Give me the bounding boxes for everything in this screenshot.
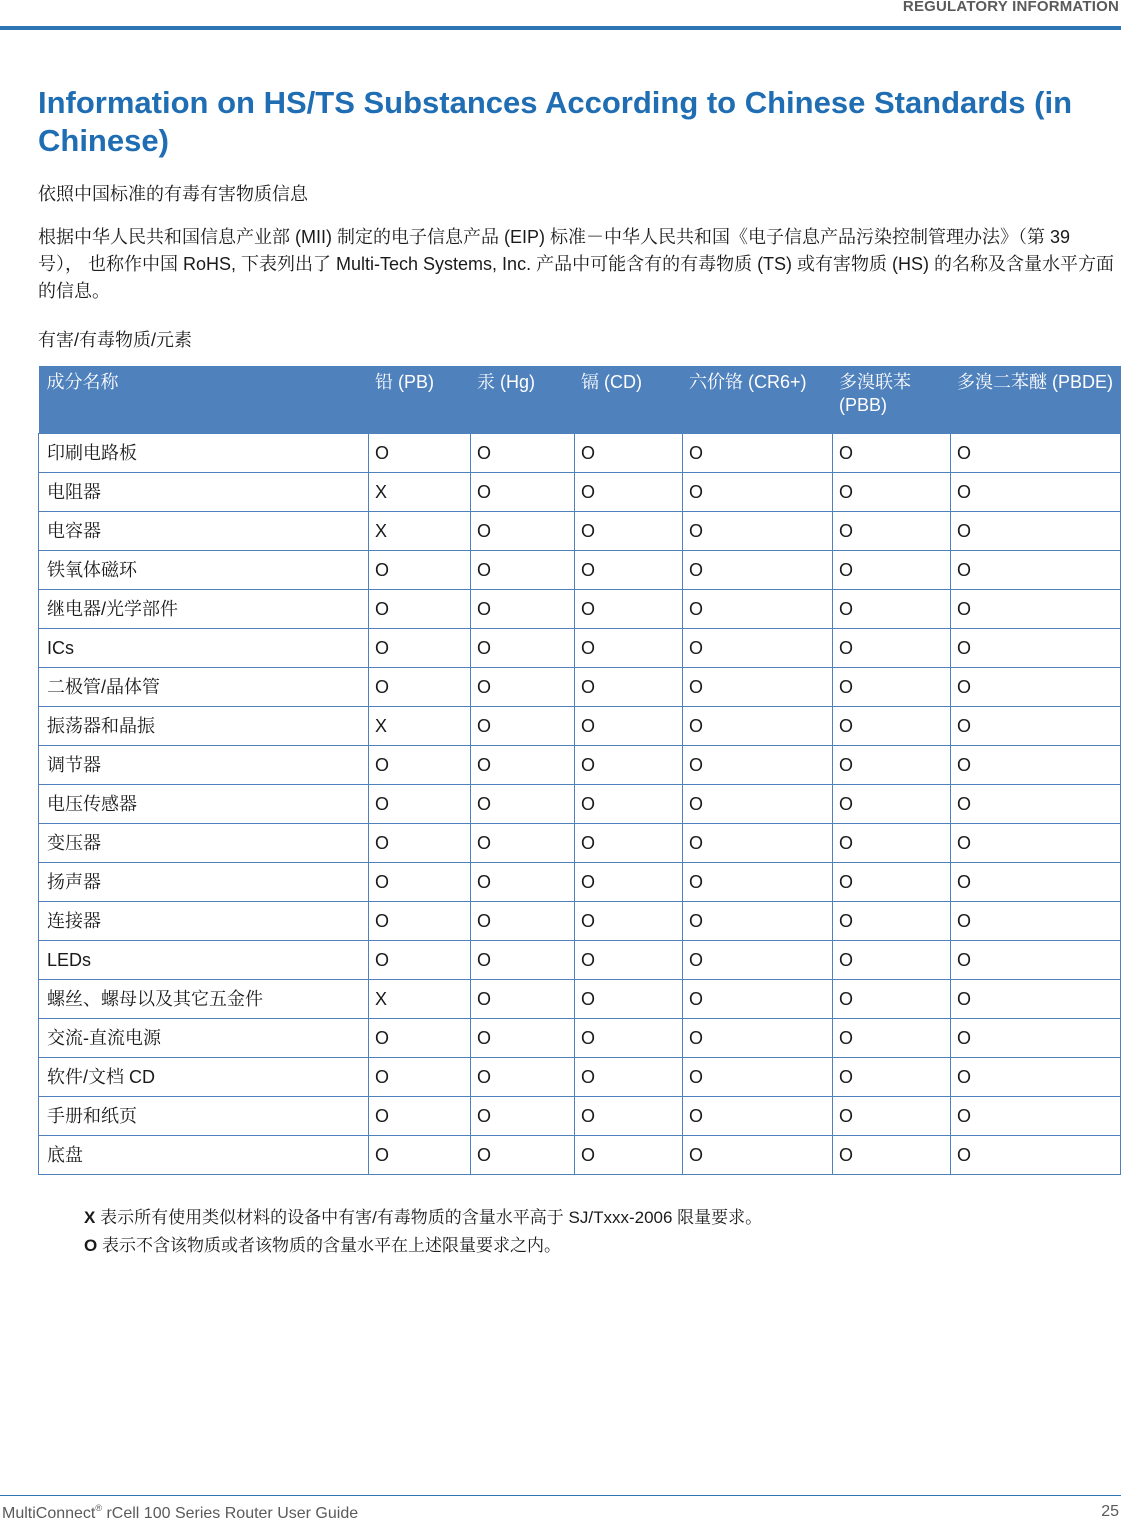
table-header-row	[39, 366, 1121, 434]
substance-mark-cell: O	[471, 473, 575, 512]
substance-mark-cell: O	[369, 746, 471, 785]
substance-mark-cell: O	[951, 1136, 1121, 1175]
table-row	[39, 668, 1121, 707]
substance-mark-cell: O	[575, 551, 683, 590]
table-row	[39, 824, 1121, 863]
substance-mark-cell: O	[951, 941, 1121, 980]
substance-mark-cell: O	[471, 785, 575, 824]
substance-mark-cell: O	[833, 473, 951, 512]
substance-mark-cell: O	[471, 551, 575, 590]
substance-mark-cell: O	[833, 1019, 951, 1058]
substance-mark-cell: O	[833, 434, 951, 473]
table-row	[39, 629, 1121, 668]
header-mercury: 汞 (Hg)	[471, 366, 575, 434]
component-name-cell: 继电器/光学部件	[39, 590, 369, 629]
intro-paragraph: 根据中华人民共和国信息产业部 (MII) 制定的电子信息产品 (EIP) 标准－中华人民共和国《电子信息产品污染控制管理办法》（第 39 号）， 也称作中国 RoHS, 下表列出了 Multi-Tech Systems, Inc. 产品中可能含有的有毒物质 (TS) 或有害物质 (HS) 的名称及含量水平方面的信息。	[38, 227, 1115, 301]
substance-mark-cell: O	[575, 785, 683, 824]
substance-mark-cell: O	[833, 1097, 951, 1136]
legend-x-text: 表示所有使用类似材料的设备中有害/有毒物质的含量水平高于 SJ/Txxx-2006 限量要求。	[100, 1208, 763, 1227]
table-row	[39, 434, 1121, 473]
substance-mark-cell: O	[369, 434, 471, 473]
component-name-cell: LEDs	[39, 941, 369, 980]
substance-mark-cell: O	[471, 590, 575, 629]
substance-mark-cell: O	[369, 629, 471, 668]
substance-mark-cell: O	[833, 980, 951, 1019]
component-name-cell: 电压传感器	[39, 785, 369, 824]
component-name-cell: 振荡器和晶振	[39, 707, 369, 746]
table-row	[39, 746, 1121, 785]
substance-mark-cell: O	[471, 902, 575, 941]
substance-mark-cell: O	[683, 824, 833, 863]
substance-mark-cell: O	[683, 1058, 833, 1097]
substance-mark-cell: X	[369, 707, 471, 746]
substance-mark-cell: O	[575, 863, 683, 902]
substance-mark-cell: X	[369, 512, 471, 551]
substance-mark-cell: O	[951, 551, 1121, 590]
substance-mark-cell: O	[369, 1058, 471, 1097]
substance-mark-cell: O	[683, 590, 833, 629]
header-divider	[0, 26, 1121, 30]
table-row	[39, 590, 1121, 629]
substance-mark-cell: O	[575, 941, 683, 980]
component-name-cell: 软件/文档 CD	[39, 1058, 369, 1097]
substance-mark-cell: O	[833, 941, 951, 980]
substance-mark-cell: O	[951, 434, 1121, 473]
substance-mark-cell: O	[683, 941, 833, 980]
substance-mark-cell: O	[471, 629, 575, 668]
substance-mark-cell: O	[951, 707, 1121, 746]
substance-mark-cell: O	[951, 902, 1121, 941]
substance-mark-cell: O	[575, 1058, 683, 1097]
substance-mark-cell: O	[683, 551, 833, 590]
table-row	[39, 1097, 1121, 1136]
table-body	[39, 434, 1121, 1175]
page-number: 25	[1101, 1503, 1119, 1520]
substance-mark-cell: O	[683, 512, 833, 551]
substance-mark-cell: O	[575, 512, 683, 551]
substance-mark-cell: O	[369, 590, 471, 629]
substance-mark-cell: O	[833, 629, 951, 668]
substance-mark-cell: O	[833, 551, 951, 590]
component-name-cell: 变压器	[39, 824, 369, 863]
section-heading: 有害/有毒物质/元素	[38, 330, 193, 350]
substance-mark-cell: O	[575, 707, 683, 746]
legend-notes	[84, 1204, 762, 1260]
substance-mark-cell: O	[951, 512, 1121, 551]
substances-table	[38, 366, 1121, 1175]
table-row	[39, 707, 1121, 746]
substance-mark-cell: O	[471, 1019, 575, 1058]
page-title: Information on HS/TS Substances According to Chinese Standards (in Chinese)	[38, 85, 1073, 158]
substance-mark-cell: O	[369, 902, 471, 941]
substance-mark-cell: O	[833, 1058, 951, 1097]
component-name-cell: 调节器	[39, 746, 369, 785]
substance-mark-cell: O	[471, 941, 575, 980]
legend-o	[84, 1232, 762, 1260]
substance-mark-cell: O	[369, 1097, 471, 1136]
substance-mark-cell: O	[471, 434, 575, 473]
substance-mark-cell: O	[575, 1097, 683, 1136]
substance-mark-cell: O	[683, 1019, 833, 1058]
substance-mark-cell: O	[575, 980, 683, 1019]
substance-mark-cell: O	[683, 707, 833, 746]
substance-mark-cell: O	[575, 668, 683, 707]
legend-o-symbol: O	[84, 1236, 98, 1255]
substance-mark-cell: O	[575, 590, 683, 629]
substance-mark-cell: O	[369, 863, 471, 902]
table-row	[39, 551, 1121, 590]
component-name-cell: 电容器	[39, 512, 369, 551]
substance-mark-cell: O	[471, 1058, 575, 1097]
component-name-cell: 扬声器	[39, 863, 369, 902]
header-component-name: 成分名称	[39, 366, 369, 434]
substance-mark-cell: O	[683, 668, 833, 707]
substance-mark-cell: O	[369, 824, 471, 863]
substance-mark-cell: O	[833, 902, 951, 941]
legend-x-symbol: X	[84, 1208, 96, 1227]
substance-mark-cell: O	[951, 1097, 1121, 1136]
substance-mark-cell: X	[369, 473, 471, 512]
table-row	[39, 1019, 1121, 1058]
substance-mark-cell: O	[575, 473, 683, 512]
substance-mark-cell: O	[471, 824, 575, 863]
legend-o-text: 表示不含该物质或者该物质的含量水平在上述限量要求之内。	[101, 1236, 561, 1255]
substance-mark-cell: O	[683, 902, 833, 941]
substance-mark-cell: O	[369, 785, 471, 824]
substance-mark-cell: O	[575, 629, 683, 668]
substance-mark-cell: O	[683, 1097, 833, 1136]
substance-mark-cell: O	[575, 824, 683, 863]
footer-guide-title	[2, 1503, 358, 1523]
table-row	[39, 941, 1121, 980]
table-row	[39, 512, 1121, 551]
substance-mark-cell: O	[369, 941, 471, 980]
substance-mark-cell: O	[471, 863, 575, 902]
substance-mark-cell: O	[683, 1136, 833, 1175]
substance-mark-cell: O	[951, 980, 1121, 1019]
substance-mark-cell: O	[575, 902, 683, 941]
component-name-cell: 印刷电路板	[39, 434, 369, 473]
header-pbb: 多溴联苯 (PBB)	[833, 366, 951, 434]
footer-product-rest: rCell 100 Series Router User Guide	[102, 1505, 359, 1522]
substance-mark-cell: O	[575, 1019, 683, 1058]
table-row	[39, 863, 1121, 902]
chinese-subtitle: 依照中国标准的有毒有害物质信息	[38, 184, 308, 204]
table-row	[39, 902, 1121, 941]
substance-mark-cell: O	[369, 551, 471, 590]
substance-mark-cell: O	[951, 746, 1121, 785]
substance-mark-cell: O	[833, 1136, 951, 1175]
component-name-cell: 电阻器	[39, 473, 369, 512]
substance-mark-cell: O	[575, 746, 683, 785]
substance-mark-cell: O	[833, 785, 951, 824]
table-row	[39, 473, 1121, 512]
substance-mark-cell: O	[683, 785, 833, 824]
substance-mark-cell: O	[471, 980, 575, 1019]
substance-mark-cell: O	[471, 746, 575, 785]
substance-mark-cell: O	[951, 629, 1121, 668]
substance-mark-cell: O	[683, 629, 833, 668]
legend-x	[84, 1204, 762, 1232]
substance-mark-cell: O	[575, 1136, 683, 1175]
substance-mark-cell: O	[471, 1097, 575, 1136]
header-lead: 铅 (PB)	[369, 366, 471, 434]
component-name-cell: ICs	[39, 629, 369, 668]
substance-mark-cell: O	[833, 863, 951, 902]
substance-mark-cell: O	[951, 1058, 1121, 1097]
substance-mark-cell: O	[471, 668, 575, 707]
substance-mark-cell: O	[471, 512, 575, 551]
component-name-cell: 交流-直流电源	[39, 1019, 369, 1058]
substance-mark-cell: O	[951, 785, 1121, 824]
substance-mark-cell: O	[369, 668, 471, 707]
component-name-cell: 手册和纸页	[39, 1097, 369, 1136]
substance-mark-cell: O	[833, 824, 951, 863]
table-row	[39, 1058, 1121, 1097]
registered-mark: ®	[95, 1503, 103, 1513]
footer-product-name: MultiConnect	[2, 1505, 96, 1522]
substance-mark-cell: O	[951, 668, 1121, 707]
substance-mark-cell: O	[951, 824, 1121, 863]
header-pbde: 多溴二苯醚 (PBDE)	[951, 366, 1121, 434]
substance-mark-cell: O	[683, 980, 833, 1019]
substance-mark-cell: O	[369, 1019, 471, 1058]
component-name-cell: 二极管/晶体管	[39, 668, 369, 707]
component-name-cell: 连接器	[39, 902, 369, 941]
header-cadmium: 镉 (CD)	[575, 366, 683, 434]
component-name-cell: 螺丝、螺母以及其它五金件	[39, 980, 369, 1019]
substance-mark-cell: O	[683, 434, 833, 473]
substance-mark-cell: O	[833, 590, 951, 629]
substance-mark-cell: O	[833, 707, 951, 746]
substance-mark-cell: O	[575, 434, 683, 473]
table-row	[39, 980, 1121, 1019]
substance-mark-cell: O	[951, 590, 1121, 629]
substance-mark-cell: O	[369, 1136, 471, 1175]
component-name-cell: 铁氧体磁环	[39, 551, 369, 590]
substance-mark-cell: O	[951, 473, 1121, 512]
substance-mark-cell: O	[683, 863, 833, 902]
table-row	[39, 785, 1121, 824]
substance-mark-cell: X	[369, 980, 471, 1019]
substance-mark-cell: O	[471, 707, 575, 746]
substance-mark-cell: O	[833, 668, 951, 707]
table-row	[39, 1136, 1121, 1175]
substance-mark-cell: O	[951, 1019, 1121, 1058]
substance-mark-cell: O	[683, 473, 833, 512]
substance-mark-cell: O	[683, 746, 833, 785]
footer-divider	[0, 1495, 1121, 1496]
substance-mark-cell: O	[471, 1136, 575, 1175]
header-section-label: REGULATORY INFORMATION	[902, 0, 1119, 15]
substance-mark-cell: O	[833, 746, 951, 785]
component-name-cell: 底盘	[39, 1136, 369, 1175]
header-chromium: 六价铬 (CR6+)	[683, 366, 833, 434]
substance-mark-cell: O	[951, 863, 1121, 902]
substance-mark-cell: O	[833, 512, 951, 551]
